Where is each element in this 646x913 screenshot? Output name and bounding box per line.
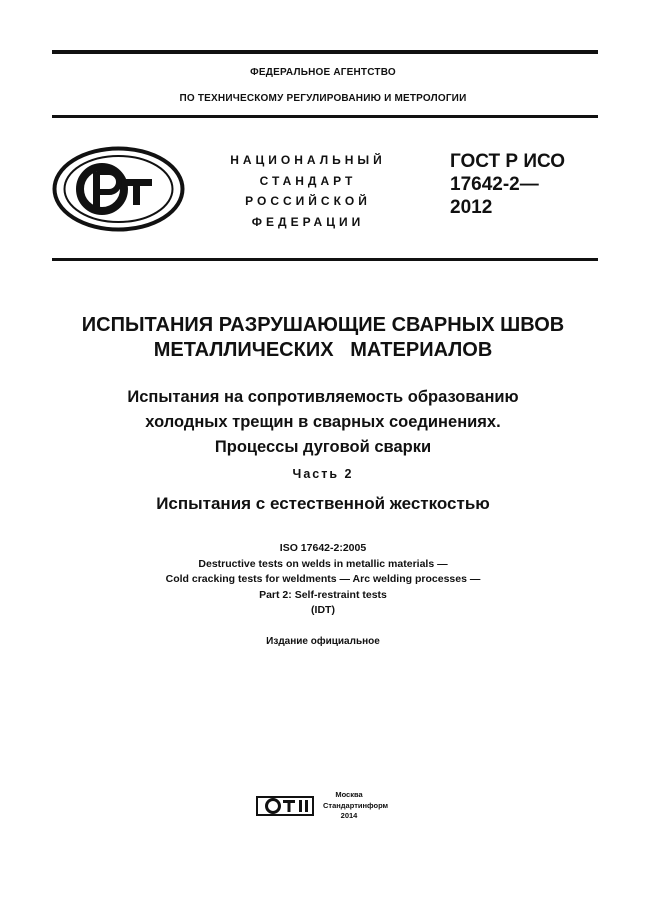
standard-designation [450,150,565,219]
top-rule [52,50,598,54]
part-name: Испытания с естественной жесткостью [156,494,490,513]
iso-reference [0,541,646,619]
header-rule [52,115,598,118]
national-standard-block [218,150,398,232]
subtitle-line: Испытания на сопротивляемость образованию [127,388,519,406]
edition-note: Издание официальное [266,636,380,647]
document-subtitle [0,385,646,460]
agency-line-2: ПО ТЕХНИЧЕСКОМУ РЕГУЛИРОВАНИЮ И МЕТРОЛОГИИ [179,93,467,104]
agency-line-1: ФЕДЕРАЛЬНОЕ АГЕНТСТВО [250,67,396,78]
subtitle-line: Процессы дуговой сварки [214,438,432,456]
national-standard-line: СТАНДАРТ [259,173,357,188]
title-line: МЕТАЛЛИЧЕСКИХ МАТЕРИАЛОВ [153,339,493,361]
subtitle-line: холодных трещин в сварных соединениях. [145,413,501,431]
designation-line: 17642-2— [450,174,539,195]
national-standard-line: РОССИЙСКОЙ [245,194,371,208]
standartinform-logo-icon [256,796,314,816]
iso-line: ISO 17642-2:2005 [279,542,367,554]
iso-line: (IDT) [311,604,335,616]
designation-line: ГОСТ Р ИСО [450,151,566,172]
national-standard-line: НАЦИОНАЛЬНЫЙ [230,153,386,167]
publication-year: 2014 [340,811,358,820]
publisher-city: Москва [335,790,363,799]
publisher-name: Стандартинформ [323,800,389,810]
title-line: ИСПЫТАНИЯ РАЗРУШАЮЩИЕ СВАРНЫХ ШВОВ [81,314,565,336]
iso-line: Cold cracking tests for weldments — Arc welding processes — [165,573,481,585]
document-title [0,313,646,363]
header-bottom-rule [52,258,598,261]
part-label: Часть 2 [292,467,354,481]
publisher-info [323,790,389,822]
iso-line: Destructive tests on welds in metallic materials — [198,557,448,570]
national-standard-line: ФЕДЕРАЦИИ [251,214,365,229]
gost-r-certification-logo-icon [52,146,185,232]
iso-line: Part 2: Self-restraint tests [259,588,387,601]
designation-line: 2012 [450,197,493,218]
